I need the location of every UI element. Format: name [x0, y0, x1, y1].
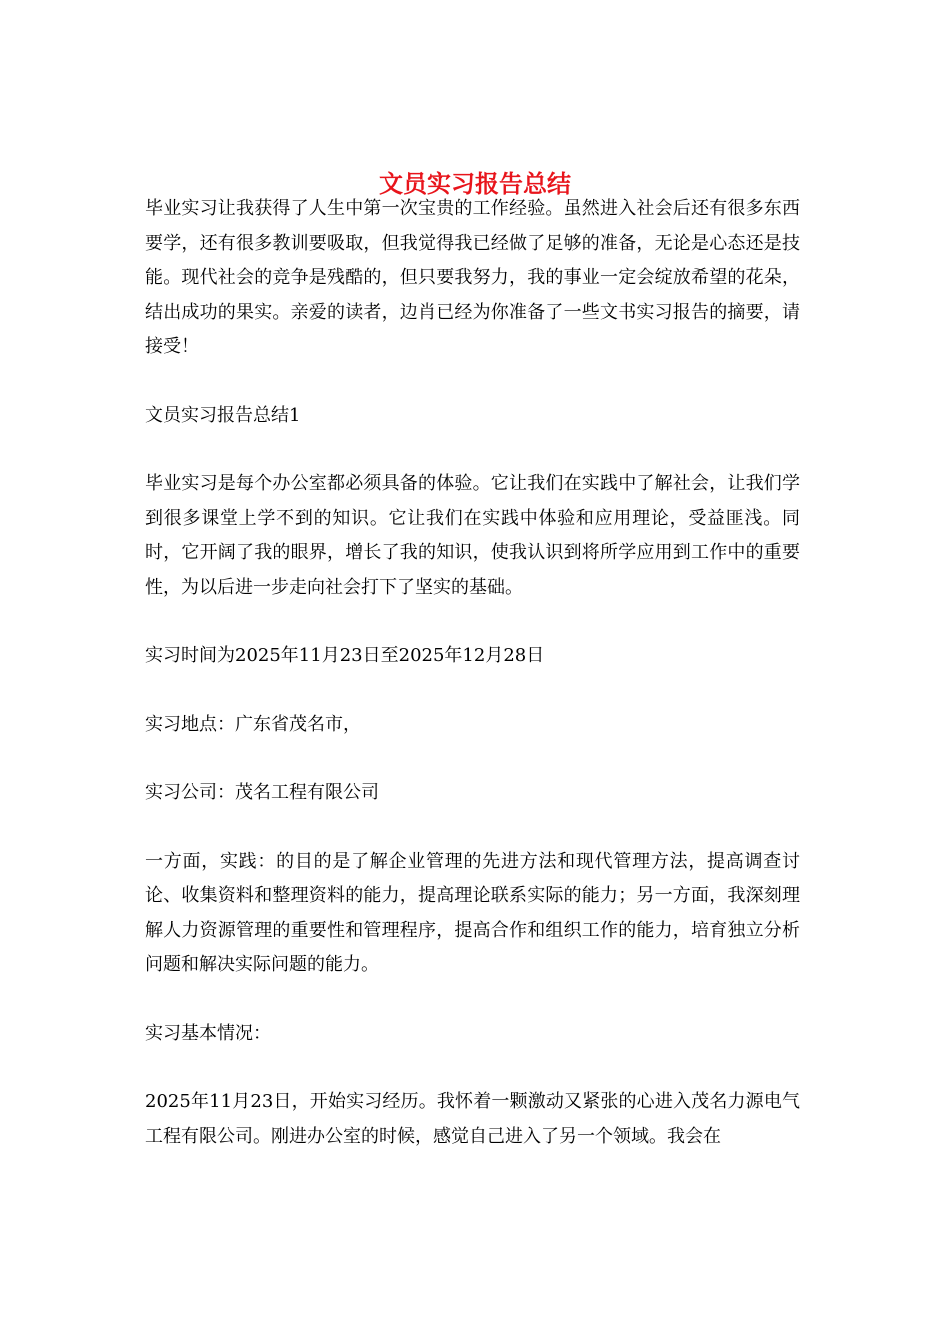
basic-situation-heading: 实习基本情况：: [145, 1022, 271, 1044]
purpose-paragraph: 一方面，实践：的目的是了解企业管理的先进方法和现代管理方法，提高调查讨论、收集资料和整理资料的能力，提高理论联系实际的能力；另一方面，我深刻理解人力资源管理的重要性和管理程序，提高合作和组织工作的能力，培育独立分析问题和解决实际问题的能力。: [145, 850, 800, 975]
section-heading: 文员实习报告总结1: [145, 404, 301, 426]
document-body: [145, 192, 800, 1154]
intro-paragraph: 毕业实习让我获得了人生中第一次宝贵的工作经验。虽然进入社会后还有很多东西要学，还有很多教训要吸取，但我觉得我已经做了足够的准备，无论是心态还是技能。现代社会的竞争是残酷的，但只要我努力，我的事业一定会绽放希望的花朵，结出成功的果实。亲爱的读者，边肖已经为你准备了一些文书实习报告的摘要，请接受！: [145, 198, 800, 357]
experience-paragraph: 2025年11月23日，开始实习经历。我怀着一颗激动又紧张的心进入茂名力源电气工程有限公司。刚进办公室的时候，感觉自己进入了另一个领域。我会在: [145, 1091, 800, 1147]
internship-location: 实习地点：广东省茂名市，: [145, 713, 361, 735]
internship-company: 实习公司：茂名工程有限公司: [145, 782, 379, 803]
document-title: 文员实习报告总结: [379, 169, 571, 199]
internship-period: 实习时间为2025年11月23日至2025年12月28日: [145, 645, 545, 666]
body-paragraph: 毕业实习是每个办公室都必须具备的体验。它让我们在实践中了解社会，让我们学到很多课堂上学不到的知识。它让我们在实践中体验和应用理论，受益匪浅。同时，它开阔了我的眼界，增长了我的知识，使我认识到将所学应用到工作中的重要性，为以后进一步走向社会打下了坚实的基础。: [145, 473, 800, 598]
